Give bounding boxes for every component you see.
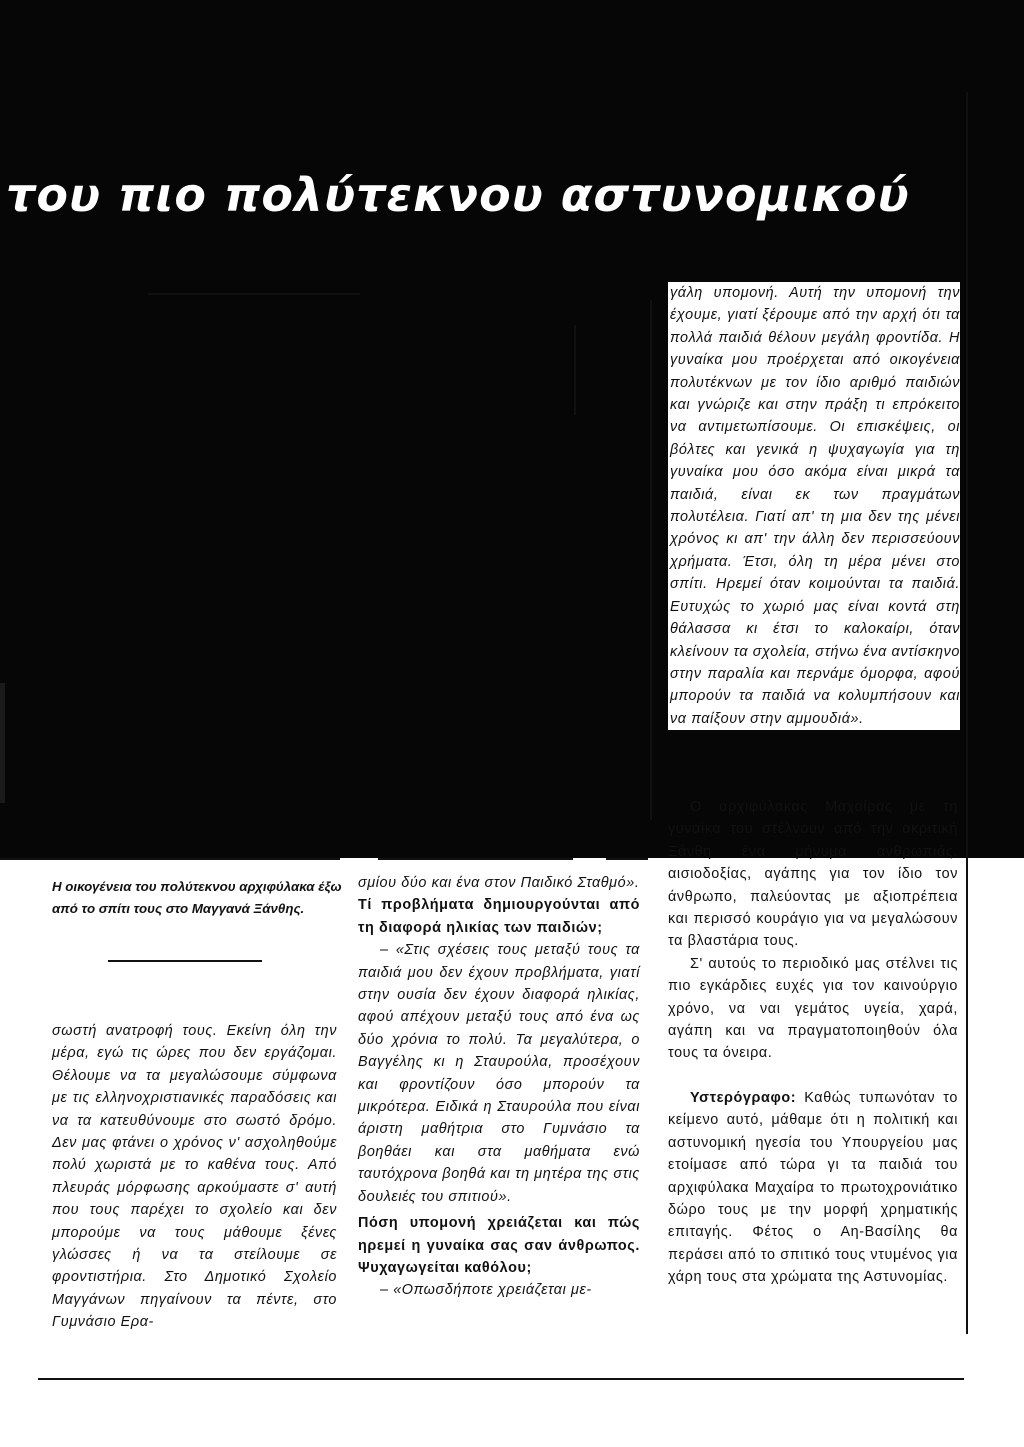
photo-edge xyxy=(0,683,5,803)
postscript-label: Υστερόγραφο: xyxy=(690,1089,797,1106)
right-paragraph-1: Ο αρχιφύλακας Μαχαίρας με τη γυναίκα του στέλνουν από την ακριτική Ξάνθη ένα μήνυμα ανθρωπιάς, αισιοδοξίας, αγάπης για τον ίδιο τον άνθρωπο, παλεύοντας με αξιοπρέπεια και περισσό κουράγιο για να μεγαλώσουν τα βλαστάρια τους. xyxy=(668,799,958,950)
column-middle xyxy=(358,872,640,1302)
rule-bottom xyxy=(38,1378,964,1380)
column-divider xyxy=(650,300,652,820)
right-paragraph-2: Σ' αυτούς το περιοδικό μας στέλνει τις πιο εγκάρδιες ευχές για τον καινούργιο χρόνο, να ναι γεμάτος υγεία, χαρά, αγάπη και να πραγματοποιηθούν όλα τους τα όνειρα. xyxy=(668,955,958,1062)
answer-1: – «Στις σχέσεις τους μεταξύ τους τα παιδιά μου δεν έχουν προβλήματα, γιατί στην ουσία δεν έχουν διαφορά ηλικίας, αφού απέχουν μεταξύ τους από ένα ως δύο χρόνια το πολύ. Τα μεγαλύτερα, ο Βαγγέλης κι η Σταυρούλα, προσέχουν και φροντίζουν όσο μπορούν τα μικρότερα. Ειδικά η Σταυρούλα που είναι άριστη μαθήτρια στο Γυμνάσιο τα βοηθάει και στα μαθήματα ενώ ταυτόχρονα βοηθά και τη μητέρα της στις δουλειές του σπιτιού». xyxy=(358,942,640,1205)
postscript xyxy=(668,1087,958,1289)
rule-caption-bottom xyxy=(108,960,262,962)
headline: του πιο πολύτεκνου αστυνομικού xyxy=(6,168,910,222)
rule-middle-top-a xyxy=(378,858,573,860)
postscript-text: Καθώς τυπωνόταν το κείμενο αυτό, μάθαμε ότι η πολιτική και αστυνομική ηγεσία του Υπουργείου μας ετοίμασε από τώρα γι τα παιδιά του αρχιφύλακα Μαχαίρα το πρωτοχρονιάτικο δώρο τους με την μορφή χρηματικής επιταγής. Φέτος ο Αη-Βασίλης θα περάσει από το σπιτικό τους ντυμένος για χάρη τους στα χρώματα της Αστυνομίας. xyxy=(668,1089,958,1286)
question-2: Πόση υπομονή χρειάζεται και πώς ηρεμεί η γυναίκα σας σαν άνθρωπος. Ψυχαγωγείται καθόλου; xyxy=(358,1215,640,1276)
rule-caption-top xyxy=(0,858,340,860)
answer-2: – «Οπωσδήποτε χρειάζεται με- xyxy=(380,1282,592,1299)
middle-intro: σμίου δύο και ένα στον Παιδικό Σταθμό». xyxy=(358,875,640,891)
column-right-bottom xyxy=(668,796,958,1289)
left-paragraph: σωστή ανατροφή τους. Εκείνη όλη την μέρα, εγώ τις ώρες που δεν εργάζομαι. Θέλουμε να τα μεγαλώσουμε σύμφωνα με τις ελληνοχριστιανικές παραδόσεις και να τα κατευθύνουμε στο σωστό δρόμο. Δεν μας φτάνει ο χρόνος ν' ασχοληθούμε πολύ χωριστά με το καθένα τους. Από πλευράς μόρφωσης αρκούμαστε σ' αυτή που τους παρέχει το σχολείο και δεν μπορούμε να τους μάθουμε ξένες γλώσσες ή να τα στείλουμε σε φροντιστήρια. Στο Δημοτικό Σχολείο Μαγγάνων πηγαίνουν τα πέντε, στο Γυμνάσιο Ερα- xyxy=(52,1023,337,1331)
question-1: Τί προβλήματα δημιουργούνται από τη διαφορά ηλικίας των παιδιών; xyxy=(358,897,640,936)
photo-caption: Η οικογένεια του πολύτεκνου αρχιφύλακα έξω από το σπίτι τους στο Μαγγανά Ξάνθης. xyxy=(52,879,342,916)
column-left xyxy=(52,1020,337,1334)
right-top-paragraph: γάλη υπομονή. Αυτή την υπομονή την έχουμε, γιατί ξέρουμε από την αρχή ότι τα πολλά παιδιά θέλουν μεγάλη φροντίδα. Η γυναίκα μου προέρχεται από οικογένεια πολυτέκνων με τον ίδιο αριθμό παιδιών και γνώριζε και στην πράξη τι επρόκειτο να αντιμετωπίσουμε. Οι επισκέψεις, οι βόλτες και γενικά η ψυχαγωγία για τη γυναίκα μου όσο ακόμα είναι μικρά τα παιδιά, είναι εκ των πραγμάτων πολυτέλεια. Γιατί απ' τη μια δεν της μένει χρόνος κι απ' την άλλη δεν περισσεύουν χρήματα. Έτσι, όλη τη μέρα μένει στο σπίτι. Ηρεμεί όταν κοιμούνται τα παιδιά. Ευτυχώς το χωριό μας είναι κοντά στη θάλασσα κι έτσι το καλοκαίρι, όταν κλείνουν τα σχολεία, στήνω ένα αντίσκηνο στην παραλία και περνάμε όμορφα, αφού μπορούν τα παιδιά να κολυμπήσουν και να παίξουν στην αμμουδιά». xyxy=(670,285,960,727)
rule-right-edge xyxy=(966,92,968,1334)
column-right-top xyxy=(668,282,960,730)
rule-middle-top-b xyxy=(606,858,648,860)
rule-top xyxy=(148,293,360,295)
rule-vertical xyxy=(574,325,576,415)
